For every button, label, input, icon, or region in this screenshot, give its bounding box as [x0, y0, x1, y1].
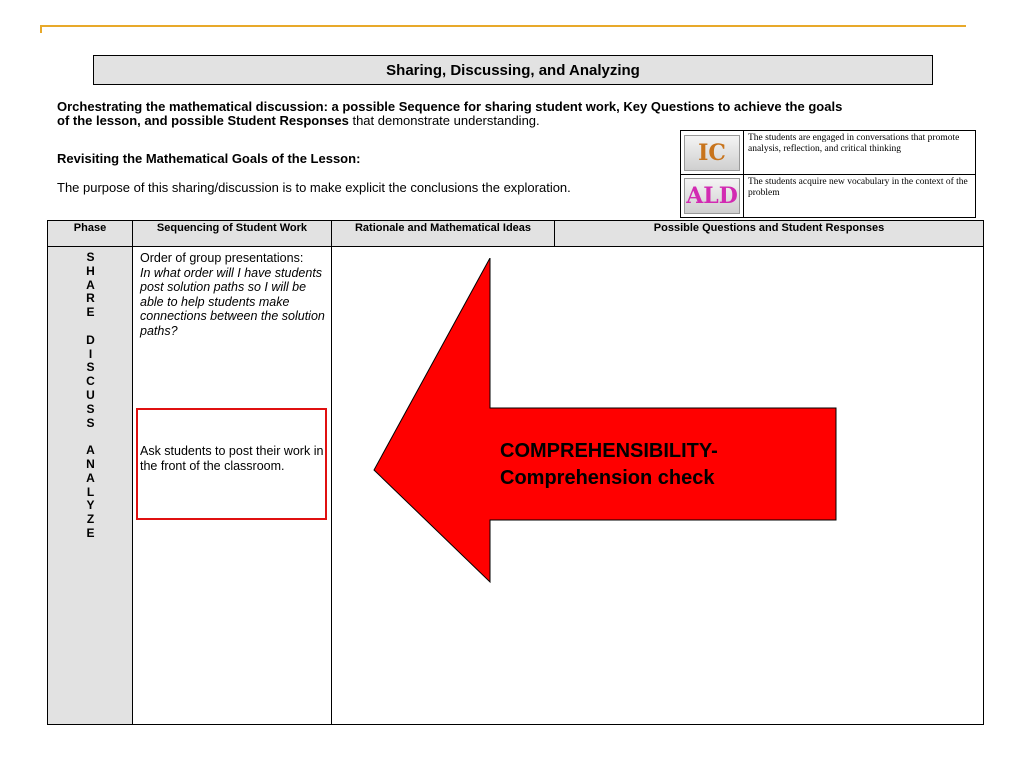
intro-line-2: [57, 114, 992, 128]
callout-line-2: Comprehension check: [500, 467, 715, 489]
legend-row-ald: [681, 174, 975, 217]
callout-line-1: COMPREHENSIBILITY-: [500, 440, 718, 462]
intro-term-sequence: Sequence: [398, 99, 461, 114]
header-sequencing: Sequencing of Student Work: [133, 221, 332, 247]
page-title: Sharing, Discussing, and Analyzing: [93, 55, 933, 85]
phase-letter: I: [88, 346, 93, 361]
phase-letter: R: [86, 291, 95, 306]
phase-letter: A: [86, 470, 95, 485]
intro-term-key-questions: Key Questions: [623, 99, 715, 114]
red-left-arrow: [370, 258, 840, 588]
phase-letter: E: [86, 525, 95, 540]
legend-text-ic: The students are engaged in conversations that promote analysis, reflection, and critical thinking: [743, 131, 975, 174]
header-possible-questions: Possible Questions and Student Responses: [555, 221, 983, 247]
purpose-text: The purpose of this sharing/discussion is to make explicit the conclusions the exploration.: [57, 180, 571, 195]
phase-letter: N: [86, 456, 95, 471]
ask-students-text: Ask students to post their work in the front of the classroom.: [140, 444, 324, 473]
phase-letter: [48, 430, 133, 444]
header-phase: Phase: [48, 221, 133, 247]
phase-letter: Z: [86, 512, 95, 527]
phase-letter: S: [86, 401, 95, 416]
phase-letter: L: [86, 484, 95, 499]
phase-letter: S: [86, 250, 95, 264]
intro-text: to achieve the goals: [714, 99, 843, 114]
legend-row-ic: [681, 131, 975, 174]
phase-letter: U: [86, 387, 95, 402]
intro-term-student-responses: Student Responses: [227, 113, 349, 128]
phase-letter: Y: [86, 498, 95, 513]
phase-letters: [48, 251, 133, 541]
ic-icon: [681, 131, 743, 174]
order-label: Order of group presentations:: [140, 251, 304, 265]
ald-badge: ALD: [684, 178, 740, 214]
intro-paragraph: [57, 100, 992, 128]
legend-box: [680, 130, 976, 218]
revisiting-goals-heading: Revisiting the Mathematical Goals of the Lesson:: [57, 151, 361, 166]
intro-text: for sharing student work,: [460, 99, 624, 114]
intro-text: that demonstrate understanding.: [348, 113, 540, 128]
phase-letter: S: [86, 360, 95, 375]
ald-icon: [681, 175, 743, 217]
phase-letter: S: [86, 415, 95, 430]
header-rationale: Rationale and Mathematical Ideas: [332, 221, 555, 247]
phase-letter: [48, 320, 133, 334]
intro-text: of the lesson, and possible: [57, 113, 228, 128]
top-rule-tick: [40, 25, 42, 33]
order-question: In what order will I have students post solution paths so I will be able to help students make connections between the solution paths?: [140, 265, 325, 338]
phase-letter: A: [86, 443, 95, 458]
phase-letter: D: [86, 332, 95, 347]
intro-text: Orchestrating the mathematical discussion: a possible: [57, 99, 399, 114]
phase-letter: H: [86, 263, 95, 278]
intro-line-1: [57, 100, 992, 114]
phase-letter: C: [86, 374, 95, 389]
ic-badge: IC: [684, 135, 740, 171]
legend-text-ald: The students acquire new vocabulary in the context of the problem: [743, 175, 975, 217]
phase-letter: E: [86, 305, 95, 320]
sequencing-cell: [140, 251, 325, 338]
phase-letter: A: [86, 277, 95, 292]
top-rule: [40, 25, 966, 27]
callout-text: [500, 438, 820, 492]
